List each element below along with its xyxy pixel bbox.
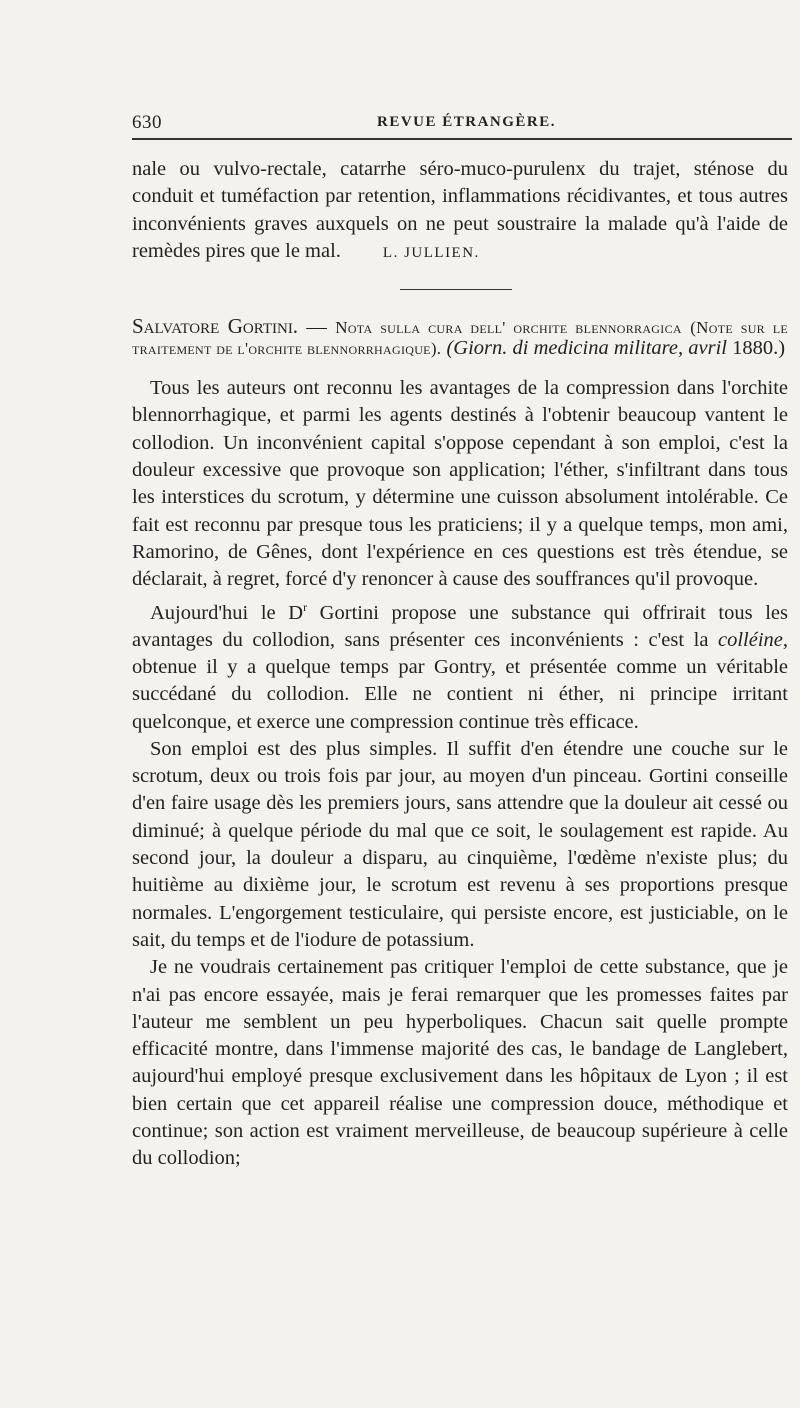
article-title-italian: Nota sulla cura dell' orchite blennorragica xyxy=(335,318,682,338)
signature: L. JULLIEN. xyxy=(382,244,480,261)
page-number: 630 xyxy=(132,112,162,133)
paragraph-2-part-b: Gortini propose une substance qui offrirait tous les avantages du collodion, sans présenter ces inconvénients : c'est la xyxy=(132,601,788,651)
journal-citation: (Giorn. di medicina militare, avril xyxy=(446,337,727,360)
paragraph-2-part-a: Aujourd'hui le D xyxy=(150,601,304,624)
emphasized-term: colléine xyxy=(717,628,783,651)
article-author: Salvatore Gortini. xyxy=(132,314,299,339)
previous-article-text: nale ou vulvo-rectale, catarrhe séro-muco-purulenx du trajet, sténose du conduit et tuméfaction par retention, inflammations récidivantes, et tous autres inconvénients graves auxquels on ne peut soustraire la malade qu'à l'aide de remèdes pires que le mal. xyxy=(132,158,788,262)
heading-dash: — xyxy=(298,316,336,339)
running-head: REVUE ÉTRANGÈRE. xyxy=(377,114,557,130)
previous-article-ending xyxy=(132,156,788,267)
section-divider xyxy=(400,289,512,290)
page-body xyxy=(132,156,788,1173)
paragraph-4: Je ne voudrais certainement pas critiquer l'emploi de cette substance, que je n'ai pas encore essayée, mais je ferai remarquer que les promesses faites par l'auteur me semblent un peu hyperboliques. Chacun sait quelle prompte efficacité montre, dans l'immense majorité des cas, le bandage de Langlebert, aujourd'hui employé presque exclusivement dans les hôpitaux de Lyon ; il est bien certain que cet appareil réalise une compression douce, méthodique et continue; son action est vraiment merveilleuse, de beaucoup supérieure à celle du collodion; xyxy=(132,956,788,1170)
header-rule xyxy=(132,138,792,140)
journal-year: 1880.) xyxy=(726,337,786,360)
paragraph-2-part-c: , obtenue il y a quelque temps par Gontry, et présentée comme un véritable succédané du collodion. Elle ne contient ni éther, ni principe irritant quelconque, et exerce une compression continue très efficace. xyxy=(132,628,788,733)
paragraph-3: Son emploi est des plus simples. Il suffit d'en étendre une couche sur le scrotum, deux ou trois fois par jour, au moyen d'un pinceau. Gortini conseille d'en faire usage dès les premiers jours, sans attendre que la douleur ait cessé ou diminué; à quelque période du mal que ce soit, le soulagement est rapide. Au second jour, la douleur a disparu, au cinquième, l'œdème n'existe plus; du huitième au dixième jour, le scrotum est revenu à ses proportions presque normales. L'engorgement testiculaire, qui persiste encore, est justiciable, on le sait, du temps et de l'iodure de potassium. xyxy=(132,737,788,951)
article-title-french: (Note sur le traitement de l'orchite blennorrhagique). xyxy=(132,318,788,359)
superscript: r xyxy=(303,599,308,614)
article-heading xyxy=(132,316,788,359)
page-header xyxy=(132,112,788,136)
paragraph-1: Tous les auteurs ont reconnu les avantages de la compression dans l'orchite blennorrhagique, et parmi les agents destinés à l'obtenir beaucoup vantent le collodion. Un inconvénient capital s'oppose cependant à son emploi, c'est la douleur excessive que provoque son application; l'éther, s'infiltrant dans tous les interstices du scrotum, y détermine une cuisson absolument intolérable. Ce fait est reconnu par presque tous les praticiens; il y a quelque temps, mon ami, Ramorino, de Gênes, dont l'expérience en ces questions est très étendue, se déclarait, à regret, forcé d'y renoncer à cause des souffrances qu'il provoque. xyxy=(132,377,788,591)
paragraph-2 xyxy=(132,594,788,736)
